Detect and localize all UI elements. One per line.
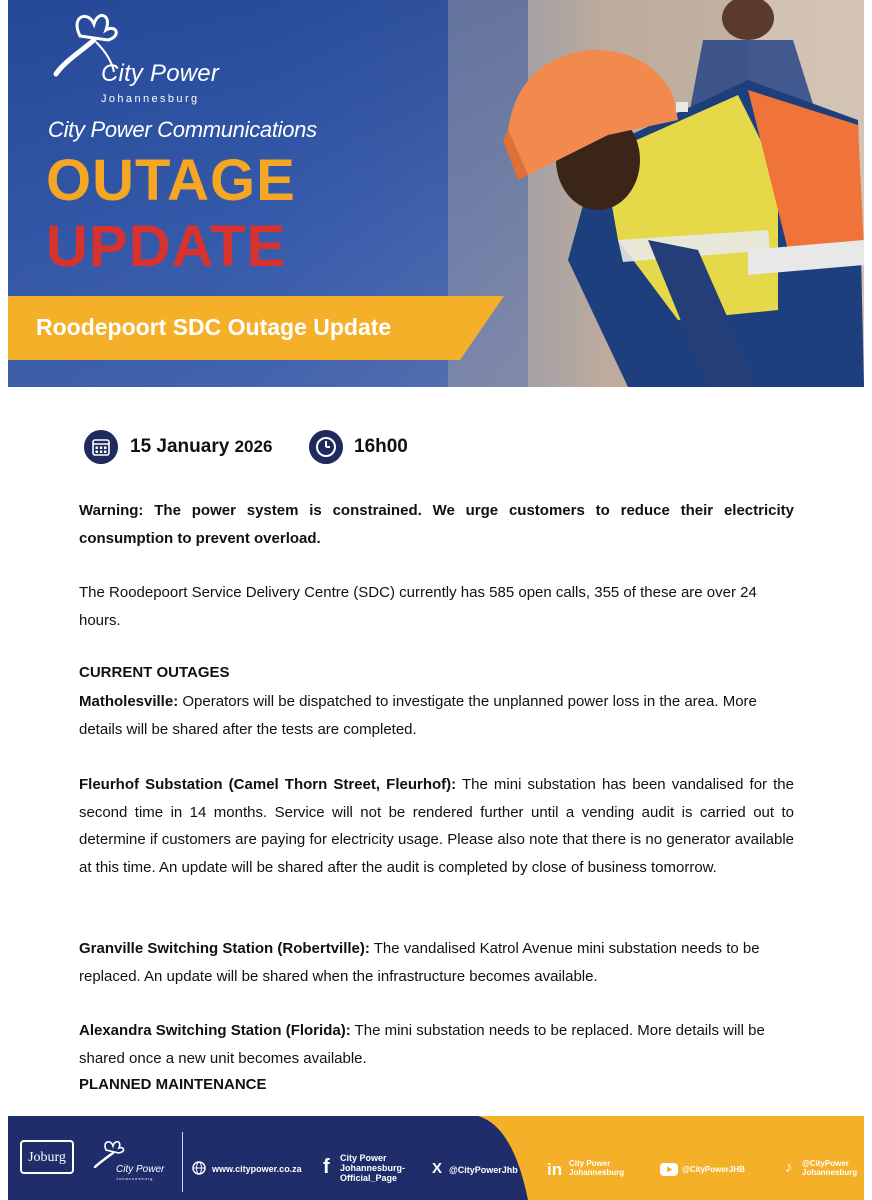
title-outage: OUTAGE <box>46 148 296 213</box>
tiktok-line: @CityPower <box>802 1159 849 1168</box>
outage-location: Granville Switching Station (Robertville): <box>79 940 370 957</box>
brand-city: Johannesburg <box>101 93 200 105</box>
linkedin-icon[interactable]: in <box>547 1160 563 1179</box>
outage-details: Operators will be dispatched to investigate the unplanned power loss in the area. More details will be shared after the tests are completed. <box>79 693 757 738</box>
outage-location: Alexandra Switching Station (Florida): <box>79 1022 351 1039</box>
tiktok-icon[interactable]: ♪ <box>785 1159 793 1176</box>
linkedin-link[interactable] <box>569 1159 624 1177</box>
department-name: City Power Communications <box>48 117 317 142</box>
website-link[interactable]: www.citypower.co.za <box>212 1164 302 1174</box>
joburg-logo: Joburg <box>20 1140 74 1174</box>
outage-details: The mini substation has been vandalised for the second time in 14 months. Service will not be rendered further until a vending audit is carried out to determine if customers are paying for electricity usage. Please also note that there is no generator available at this time. An update will be shared after the audit is completed by close of business tomorrow. <box>79 776 794 876</box>
facebook-line: City Power <box>340 1153 387 1163</box>
tiktok-link[interactable] <box>802 1159 857 1177</box>
ribbon-title: Roodepoort SDC Outage Update <box>36 314 392 340</box>
current-outages-heading: CURRENT OUTAGES <box>79 664 230 681</box>
outage-details: The vandalised Katrol Avenue mini substation needs to be replaced. An update will be shared when the infrastructure becomes available. <box>79 940 760 985</box>
outage-location: Fleurhof Substation (Camel Thorn Street, Fleurhof): <box>79 776 457 793</box>
outage-details: The mini substation needs to be replaced. More details will be shared once a new unit becomes available. <box>79 1022 765 1067</box>
outage-item <box>79 771 794 881</box>
worker-photo <box>448 0 864 387</box>
facebook-icon[interactable]: f <box>323 1156 330 1178</box>
facebook-link[interactable] <box>340 1153 405 1183</box>
calendar-icon <box>84 430 118 464</box>
x-link[interactable]: @CityPowerJhb <box>449 1165 518 1175</box>
footer-bar <box>8 1116 864 1200</box>
warning-notice: Warning: The power system is constrained. We urge customers to reduce their electricity consumption to prevent overload. <box>79 502 794 547</box>
outage-item <box>79 688 794 743</box>
open-calls-summary: The Roodepoort Service Delivery Centre (SDC) currently has 585 open calls, 355 of these are over 24 hours. <box>79 584 757 629</box>
footer-brand-city: Johannesburg <box>116 1176 154 1181</box>
outage-location: Matholesville: <box>79 693 179 710</box>
planned-maintenance-heading: PLANNED MAINTENANCE <box>79 1076 267 1093</box>
footer-divider <box>182 1132 183 1192</box>
footer-brand-name: City Power <box>116 1164 165 1175</box>
youtube-link[interactable]: @CityPowerJHB <box>682 1165 745 1174</box>
clock-icon <box>309 430 343 464</box>
title-update: UPDATE <box>46 214 287 279</box>
linkedin-line: City Power <box>569 1159 611 1168</box>
date-year: 2026 <box>234 437 273 456</box>
x-icon[interactable]: X <box>432 1160 443 1177</box>
update-date <box>130 436 272 458</box>
facebook-line: Johannesburg- <box>340 1163 406 1173</box>
footer-accent <box>8 1116 864 1200</box>
globe-icon <box>192 1161 206 1175</box>
brand-name: City Power <box>101 60 220 87</box>
outage-item <box>79 1017 794 1072</box>
update-time: 16h00 <box>354 436 408 457</box>
facebook-line: Official_Page <box>340 1173 398 1183</box>
outage-item <box>79 935 794 990</box>
linkedin-line: Johannesburg <box>569 1168 625 1177</box>
date-day-month: 15 January <box>130 436 230 457</box>
tiktok-line: Johannesburg <box>802 1168 858 1177</box>
youtube-icon[interactable] <box>660 1163 678 1176</box>
header-banner <box>8 0 864 387</box>
